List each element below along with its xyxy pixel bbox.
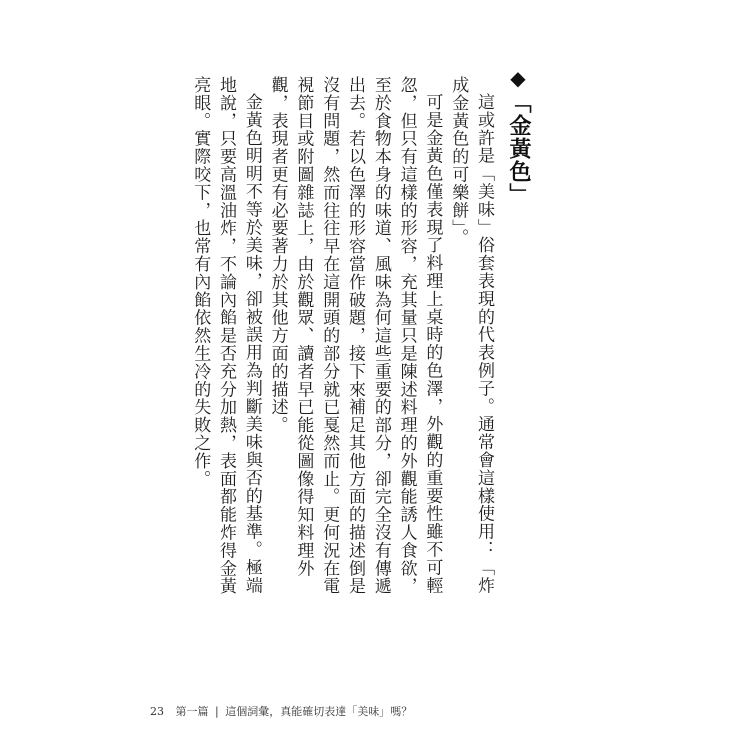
running-footer	[150, 703, 412, 719]
page-number: 23	[150, 705, 164, 718]
paragraph-2: 可是金黃色僅表現了料理上桌時的色澤，外觀的重要性雖不可輕忽，但只有這樣的形容，充其量只是陳述料理的外觀能誘人食欲，至於食物本身的味道、風味為何這些重要的部分，卻完全沒有傳遞出去。若以色澤的形容當作破題，接下來補足其他方面的描述倒是沒有問題，然而往往早在這開頭的部分就已戛然而止。更何況在電視節目或附圖雜誌上，由於觀眾、讀者早已能從圖像得知料理外觀，表現者更有必要著力於其他方面的描述。	[267, 76, 443, 596]
footer-divider: |	[215, 705, 219, 718]
section-heading	[500, 66, 536, 206]
diamond-bullet-icon: ◆	[506, 66, 530, 91]
part-label: 第一篇	[175, 705, 209, 718]
section-heading-title: 「金黃色」	[506, 91, 531, 206]
paragraph-1: 這或許是「美味」俗套表現的代表例子。通常會這樣使用：「炸成金黃色的可樂餅」。	[448, 76, 494, 595]
paragraph-3: 金黃色明明不等於美味，卻被誤用為判斷美味與否的基準。極端地說，只要高溫油炸，不論內餡是否充分加熱，表面都能炸得金黃亮眼。實際咬下，也常有內餡依然生冷的失敗之作。	[190, 76, 262, 596]
chapter-title: 這個詞彙，真能確切表達「美味」嗎？	[225, 705, 413, 718]
vertical-body-text	[186, 76, 496, 596]
